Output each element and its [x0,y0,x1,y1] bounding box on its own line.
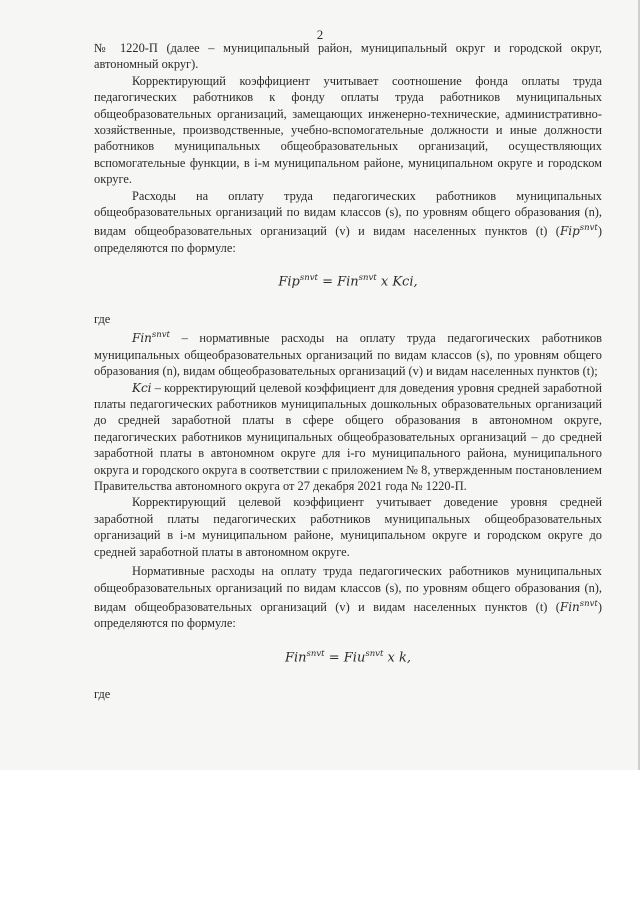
paragraph-expenses [94,188,602,257]
page-number: 2 [316,27,324,42]
paragraph-coefficient: Корректирующий коэффициент учитывает соотношение фонда оплаты труда педагогических работников к фонду оплаты труда работников муниципальных общеобразовательных организаций, замещающих инженерно-технические, административно-хозяйственные, производственные, учебно-вспомогательные должности и иные должности работников муниципальных общеобразовательных организаций, осуществляющих вспомогательные функции, в i-м муниципальном районе, муниципальном округе и городском округе. [94,73,602,187]
where-label-2: где [94,687,111,702]
blank-area [0,770,640,905]
paragraph-expenses-text: Расходы на оплату труда педагогических работников муниципальных общеобразовательных организаций по видам классов (s), по уровням общего образования (n), видам общеобразовательных организаций (v) и видам населенных пунктов (t) ( [94,188,602,239]
paragraph-target-coefficient: Корректирующий целевой коэффициент учитывает доведение уровня средней заработной платы педагогических работников муниципальных общеобразовательных организаций в i-м муниципальном районе, муниципальном округе и городском округе до средней заработной платы в автономном округе. [94,495,602,559]
inline-math-fin-2: Fin$^{snvt}$ [559,598,598,614]
where-label: где [94,312,111,327]
definition-fin: Fin$^{snvt}$ – нормативные расходы на оплату труда педагогических работников муниципальных общеобразовательных организаций по видам классов (s), по уровням общего образования (n), видам общеобразовательных организаций (v) и видам населенных пунктов (t); [94,330,602,379]
inline-math-fin: Fin$^{snvt}$ [132,330,170,346]
paragraph-normative: Нормативные расходы на оплату труда педагогических работников муниципальных общеобразовательных организаций по видам классов (s), по уровням общего образования (n), видам общеобразовательных организаций (v) и видам населенных пунктов (t) (Fin$^{snvt}$) определяются по формуле: [94,564,602,631]
paragraph-expenses-tail: ) определяются по формуле: [94,224,602,255]
definition-kci: Kci – корректирующий целевой коэффициент для доведения уровня средней заработной платы педагогических работников муниципальных дошкольных образовательных организаций до средней заработной платы в сфере общего образования в автономном округе, педагогических работников муниципальных общеобразовательных организаций – до средней заработной платы в автономном округе для i-го муниципального района, муниципального округа и городского округа в соответствии с приложением № 8, утвержденным постановлением Правительства автономного округа от 27 декабря 2021 года № 1220-П. [94,380,602,494]
formula-fin: Fin$^{snvt}$ = Fiu$^{snvt}$ x k, [284,648,412,666]
document-body [94,40,602,703]
paragraph-continuation: № 1220-П (далее – муниципальный район, муниципальный округ и городской округ, автономный округ). [94,41,602,72]
formula-fip: Fip$^{snvt}$ = Fin$^{snvt}$ x Kci, [278,273,418,290]
inline-math-kci: Kci [132,380,152,395]
inline-math-fip: Fip$^{snvt}$ [559,223,598,239]
